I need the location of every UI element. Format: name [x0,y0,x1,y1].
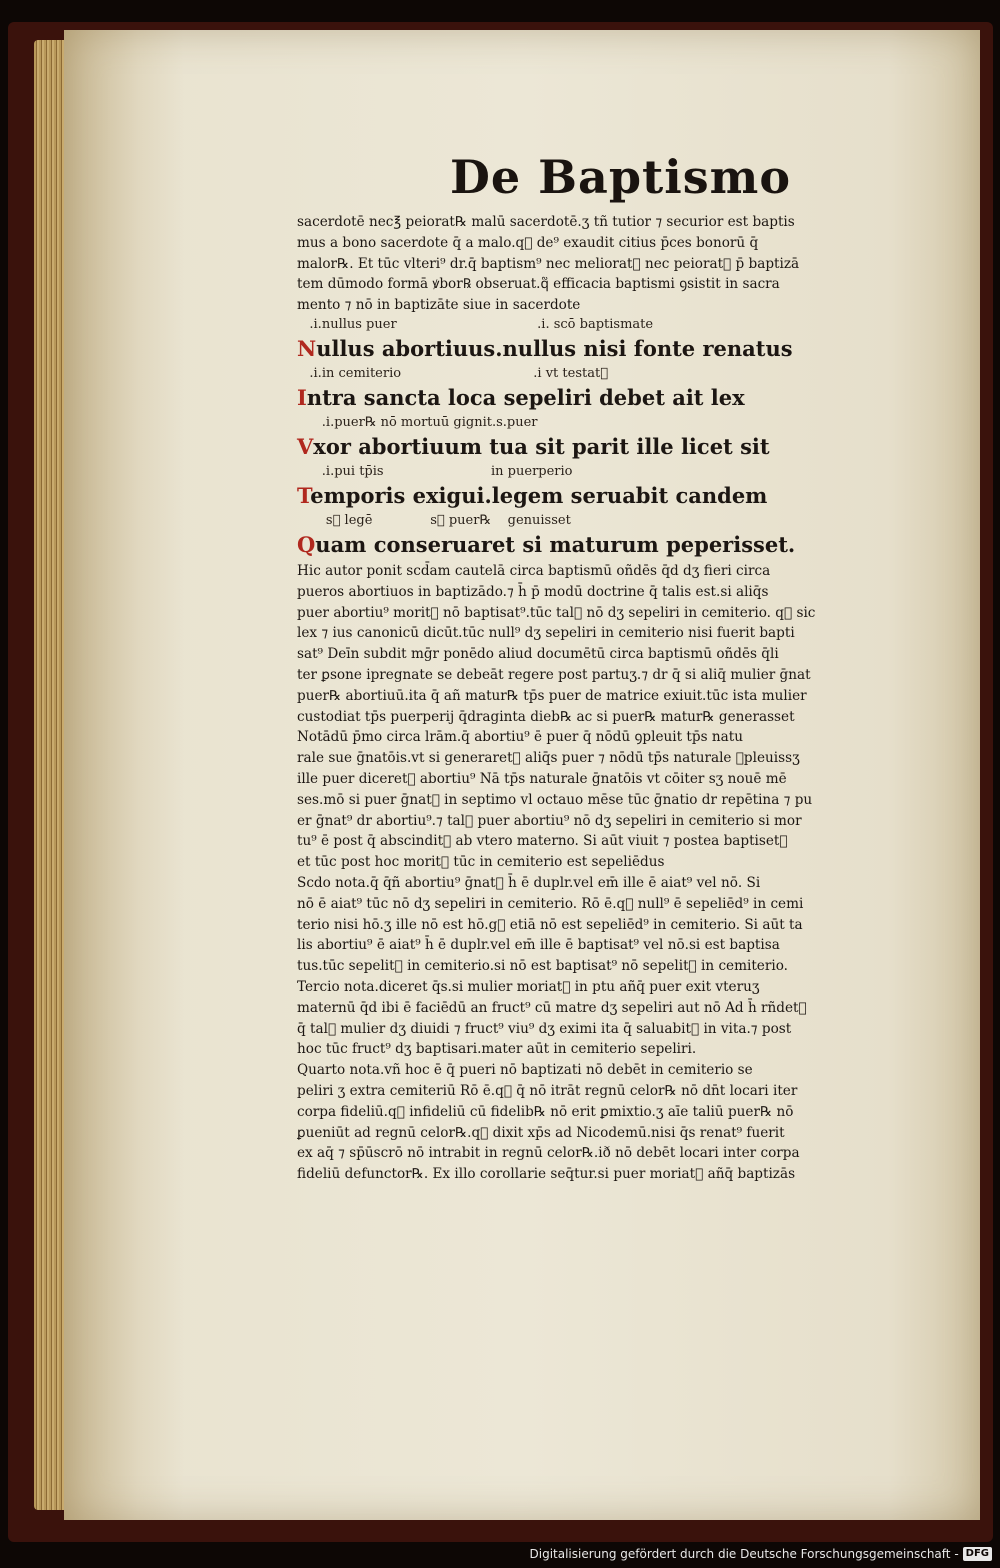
commentary-line: pueros abortiuos in baptizādo.⁊ h̄ p̄ modū doctrine q̄ talis est.si aliq̄s [297,583,769,600]
text-line: mento ⁊ nō in baptizāte siue in sacerdote [297,297,581,314]
commentary-line: maternū q̄d ibi ē faciēdū an fruct⁹ cū matre dʒ sepeliri aut nō Ad h̄ rñdetᷓ [297,999,807,1016]
commentary-line: ex aq̄ ⁊ sp̄ūscrō nō intrabit in regnū celor℞.ið nō debēt locari inter corpa [297,1145,800,1162]
text-line: malor℞. Et tūc vlteri⁹ dr.q̄ baptism⁹ nec melioratᷓ nec peioratᷓ p̄ baptizā [297,255,800,272]
rubricated-initial: N [297,335,317,361]
verse-text: xor abortiuum tua sit parit ille licet sit [313,433,770,459]
commentary-line: et tūc post hoc moritᷓ tūc in cemiterio est sepeliēdus [297,854,665,871]
commentary-line: Hic autor ponit scd̄am cautelā circa baptismū oñdēs q̄d dʒ fieri circa [297,562,771,579]
commentary-line: ter ꝑsone ipregnate se debeāt regere post partuʒ.⁊ dr q̄ si aliq̄ mulier ḡnat [297,666,811,683]
verse-text: ntra sancta loca sepeliri debet ait lex [306,384,745,410]
verse-line [297,433,942,463]
commentary-line: corpa fideliū.q᷑ infideliū cū fidelib℞ nō erit ꝑmixtio.ʒ aīe taliū puer℞ nō [297,1103,794,1120]
rubricated-initial: V [297,433,314,459]
commentary [297,561,942,1185]
interlinear-gloss: .i.puer℞ nō mortuū gignit.s.puer [297,414,538,430]
verse-text: uam conseruaret si maturum peperisset. [315,531,796,557]
commentary-line: Notādū p̄mo circa lrām.q̄ abortiu⁹ ē puer q̄ nōdū ꝯpleuit tp̄s natu [297,729,743,746]
commentary-line: puer℞ abortiuū.ita q̄ añ matur℞ tp̄s puer de matrice exiuit.tūc ista mulier [297,687,807,704]
footer-credit: Digitalisierung gefördert durch die Deutsche Forschungsgemeinschaft - [529,1547,959,1561]
dfg-logo: DFG [963,1547,992,1561]
commentary-line: hoc tūc fruct⁹ dʒ baptisari.mater aūt in cemiterio sepeliri. [297,1041,697,1058]
commentary-line: peliri ʒ extra cemiteriū Rō ē.q᷑ q̄ nō itrāt regnū celor℞ nō dn̄t locari iter [297,1082,798,1099]
interlinear-gloss: .i.in cemiterio .i vt testatᷓ [297,365,609,381]
interlinear-gloss: .i.nullus puer .i. scō baptismate [297,316,654,332]
page-heading: De Baptismo [450,150,791,204]
interlinear-gloss: .i.pui tp̄is in puerperio [297,463,573,479]
commentary-line: ꝑueniūt ad regnū celor℞.q᷑ dixit xp̄s ad Nicodemū.nisi q̄s renat⁹ fuerit [297,1124,785,1141]
rubricated-initial: T [297,482,311,508]
commentary-line: terio nisi hō.ʒ ille nō est hō.g᷑ etiā nō est sepeliēd⁹ in cemiterio. Si aūt ta [297,916,803,933]
commentary-line: Scdo nota.q̄ q̄ñ abortiu⁹ ḡnatᷓ h̄ ē duplr.vel em̄ ille ē aiat⁹ vel nō. Si [297,874,761,891]
commentary-line: ses.mō si puer ḡnatᷓ in septimo vl octauo mēse tūc ḡnatio dr repētina ⁊ pu [297,791,813,808]
commentary-line: sat⁹ Deīn subdit mḡr ponēdo aliud documētū circa baptismū oñdēs q̄li [297,646,779,663]
commentary-line: fideliū defunctor℞. Ex illo corollarie seq̄tur.si puer moriatᷓ añq̄ baptizās [297,1166,796,1183]
verse-line [297,335,942,365]
text-line: tem dūmodo formā ꝟbor℞ obseruat.q᷑ efficacia baptismi ꝯsistit in sacra [297,276,780,293]
text-line: mus a bono sacerdote q̄ a malo.q᷑ de⁹ exaudit citius p̄ces bonorū q̄ [297,234,759,251]
verse-text: emporis exigui.legem seruabit candem [310,482,768,508]
text-block [297,212,942,1185]
commentary-line: lis abortiu⁹ ē aiat⁹ h̄ ē duplr.vel em̄ ille ē baptisat⁹ vel nō.si est baptisa [297,937,780,954]
commentary-line: lex ⁊ ius canonicū dicūt.tūc null⁹ dʒ sepeliri in cemiterio nisi fuerit bapti [297,625,795,642]
commentary-line: tu⁹ ē post q̄ abscinditᷓ ab vtero materno. Si aūt viuit ⁊ postea baptisetᷓ [297,833,788,850]
commentary-line: Quarto nota.vñ hoc ē q̄ pueri nō baptizati nō debēt in cemiterio se [297,1062,753,1079]
commentary-line: ille puer diceretᷓ abortiu⁹ Nā tp̄s naturale ḡnatōis vt cōiter sʒ nouē mē [297,770,787,787]
commentary-line: er ḡnat⁹ dr abortiu⁹.⁊ tal᷑ puer abortiu⁹ nō dʒ sepeliri in cemiterio si mor [297,812,802,829]
commentary-line: tus.tūc sepelitᷓ in cemiterio.si nō est baptisat⁹ nō sepelitᷓ in cemiterio. [297,958,788,975]
rubricated-initial: I [297,384,307,410]
verse-text: ullus abortiuus.nullus nisi fonte renatus [316,335,793,361]
text-line: sacerdotē nec℥ peiorat℞ malū sacerdotē.ʒ tñ tutior ⁊ securior est baptis [297,214,795,230]
verse-line [297,384,942,414]
top-paragraph [297,212,942,316]
commentary-line: q̄ tal᷑ mulier dʒ diuidi ⁊ fruct⁹ viu⁹ dʒ eximi ita q̄ saluabitᷓ in vita.⁊ post [297,1020,792,1037]
commentary-line: nō ē aiat⁹ tūc nō dʒ sepeliri in cemiterio. Rō ē.q᷑ null⁹ ē sepeliēd⁹ in cemi [297,895,804,912]
commentary-line: custodiat tp̄s puerperij q̄draginta dieb℞ ac si puer℞ matur℞ generasset [297,708,795,725]
commentary-line: Tercio nota.diceret q̄s.si mulier moriatᷓ in ptu añq̄ puer exit vteruʒ [297,978,760,995]
verse-line [297,482,942,512]
page-gutter-shadow [64,30,184,1520]
verse-block [297,316,942,561]
digitization-footer [530,1546,993,1562]
verse-line [297,531,942,561]
commentary-line: rale sue ḡnatōis.vt si generaretᷓ aliq̄s puer ⁊ nōdū tp̄s naturale ꝯpleuissʒ [297,750,800,767]
commentary-line: puer abortiu⁹ moritᷓ nō baptisat⁹.tūc tal᷑ nō dʒ sepeliri in cemiterio. q᷑ sic [297,604,816,621]
rubricated-initial: Q [297,531,316,557]
interlinear-gloss: s᷑ legē s᷑ puer℞ genuisset [297,512,571,528]
